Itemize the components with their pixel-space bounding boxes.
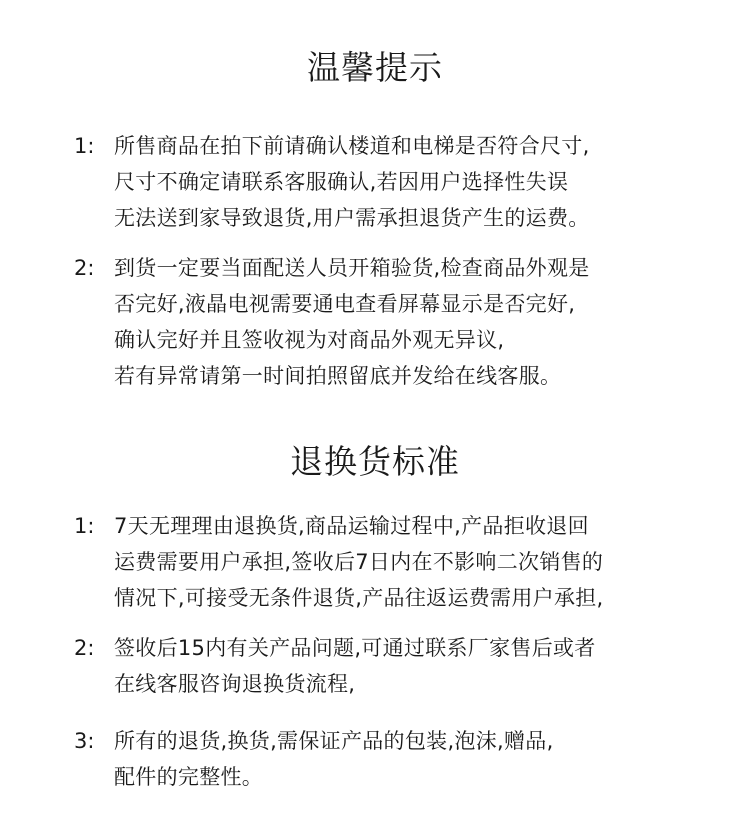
item-line: 无法送到家导致退货,用户需承担退货产生的运费。 [114, 206, 590, 230]
item-text [114, 250, 744, 394]
item-line: 在线客服咨询退换货流程, [114, 672, 356, 696]
item-line: 若有异常请第一时间拍照留底并发给在线客服。 [114, 364, 562, 388]
item-line: 确认完好并且签收视为对商品外观无异议, [114, 328, 505, 352]
item-line: 签收后15内有关产品问题,可通过联系厂家售后或者 [114, 636, 596, 660]
item-line: 否完好,液晶电视需要通电查看屏幕显示是否完好, [114, 292, 576, 316]
item-number: 3: [74, 729, 95, 753]
item-line: 尺寸不确定请联系客服确认,若因用户选择性失误 [114, 170, 569, 194]
returns-title: 退换货标准 [290, 442, 460, 481]
item-number: 1: [74, 134, 95, 158]
item-number: 1: [74, 514, 95, 538]
item-line: 到货一定要当面配送人员开箱验货,检查商品外观是 [114, 256, 590, 280]
item-line: 运费需要用户承担,签收后7日内在不影响二次销售的 [114, 550, 604, 574]
item-line: 7天无理理由退换货,商品运输过程中,产品拒收退回 [114, 514, 589, 538]
notice-title: 温馨提示 [307, 48, 443, 87]
item-line: 配件的完整性。 [114, 765, 264, 789]
item-text [114, 508, 744, 616]
item-line: 情况下,可接受无条件退货,产品往返运费需用户承担, [114, 586, 604, 610]
item-number: 2: [74, 256, 95, 280]
item-line: 所有的退货,换货,需保证产品的包装,泡沫,赠品, [114, 729, 554, 753]
item-number: 2: [74, 636, 95, 660]
item-text [114, 630, 744, 702]
item-text [114, 723, 744, 795]
item-text [114, 128, 744, 236]
item-line: 所售商品在拍下前请确认楼道和电梯是否符合尺寸, [114, 134, 590, 158]
